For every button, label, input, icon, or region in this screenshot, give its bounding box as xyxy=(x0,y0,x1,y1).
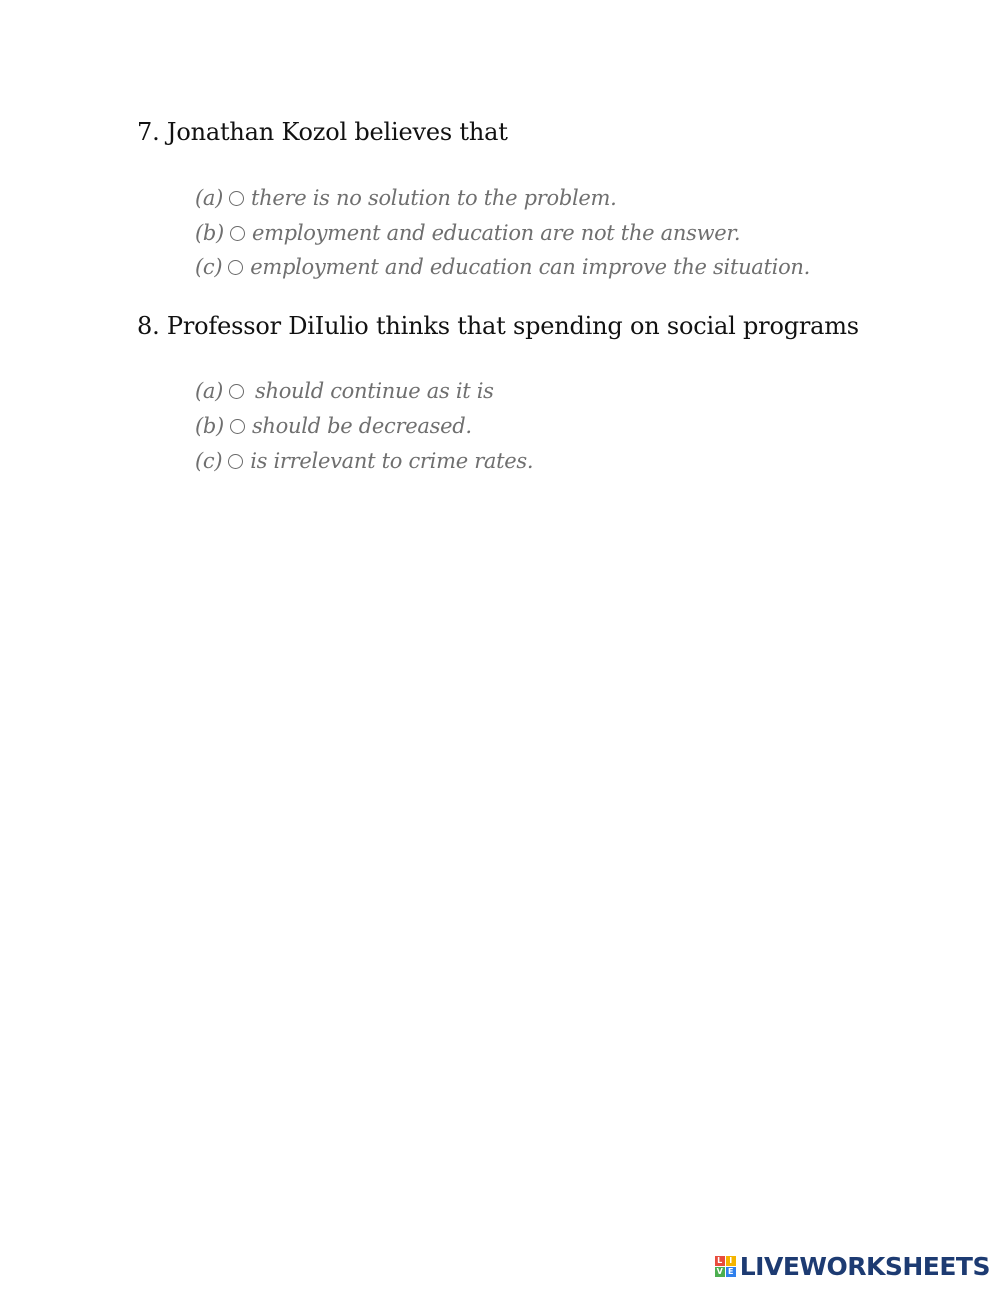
option-text: should be decreased. xyxy=(251,414,472,438)
radio-button-icon[interactable] xyxy=(228,260,243,275)
radio-button-icon[interactable] xyxy=(229,384,244,399)
logo-tile: V xyxy=(716,1267,723,1276)
question-7-prompt: 7. Jonathan Kozol believes that xyxy=(137,118,508,146)
option-letter: (c) xyxy=(195,449,223,473)
liveworksheets-brand xyxy=(715,1252,990,1281)
option-text: is irrelevant to crime rates. xyxy=(250,449,534,473)
question-7-option-c[interactable] xyxy=(195,255,810,279)
option-letter: (b) xyxy=(195,221,224,245)
question-8-option-c[interactable] xyxy=(195,449,533,473)
option-letter: (a) xyxy=(195,379,224,403)
option-text: employment and education can improve the situation. xyxy=(250,255,811,279)
question-8-option-a[interactable] xyxy=(195,379,494,403)
option-letter: (c) xyxy=(195,255,223,279)
logo-tile: L xyxy=(715,1256,725,1266)
logo-tile: I xyxy=(726,1256,736,1266)
brand-name: LIVEWORKSHEETS xyxy=(739,1252,990,1281)
question-7-option-a[interactable] xyxy=(195,186,617,210)
logo-tile: E xyxy=(726,1267,736,1277)
option-text: should continue as it is xyxy=(255,379,494,403)
radio-button-icon[interactable] xyxy=(228,454,243,469)
radio-button-icon[interactable] xyxy=(229,191,244,206)
option-letter: (b) xyxy=(195,414,224,438)
option-text: employment and education are not the answer. xyxy=(251,221,741,245)
radio-button-icon[interactable] xyxy=(230,419,245,434)
radio-button-icon[interactable] xyxy=(230,226,245,241)
option-letter: (a) xyxy=(195,186,224,210)
question-7-option-b[interactable] xyxy=(195,221,740,245)
question-8-option-b[interactable] xyxy=(195,414,472,438)
option-text: there is no solution to the problem. xyxy=(251,186,617,210)
question-8-prompt: 8. Professor DiIulio thinks that spending on social programs xyxy=(137,312,859,340)
liveworksheets-logo-icon xyxy=(715,1256,736,1277)
